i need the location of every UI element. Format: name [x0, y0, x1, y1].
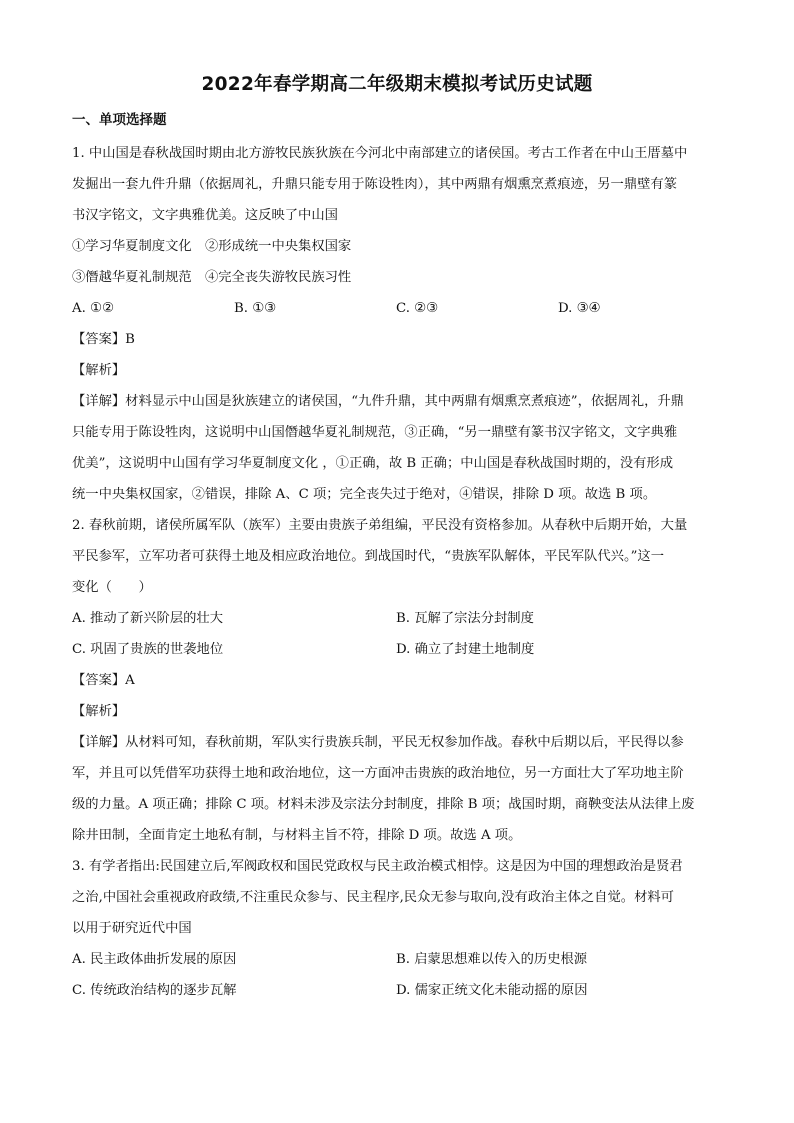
question-1-detail: [72, 386, 724, 510]
stem-line: 变化（ ）: [72, 580, 152, 595]
stem-line: 书汉字铭文，文字典雅优美。这反映了中山国: [72, 208, 338, 223]
detail-line: 统一中央集权国家，②错误，排除 A、C 项；完全丧失过于绝对，④错误，排除 D 项。故选 B 项。: [72, 487, 657, 502]
question-1-stem: [72, 138, 724, 231]
page-title: 2022年春学期高二年级期末模拟考试历史试题: [201, 74, 593, 95]
question-3: [72, 851, 724, 1006]
question-1-options: [72, 293, 724, 324]
exam-body: [72, 138, 724, 1006]
detail-line: 除井田制，全面肯定土地私有制，与材料主旨不符，排除 D 项。故选 A 项。: [72, 828, 522, 843]
detail-line: 【详解】材料显示中山国是狄族建立的诸侯国，“九件升鼎，其中两鼎有烟熏烹煮痕迹”，依据周礼，升鼎: [72, 394, 684, 409]
answer-label: 【答案】A: [72, 673, 135, 688]
question-3-options-row2: [72, 975, 724, 1006]
detail-line: 级的力量。A 项正确；排除 C 项。材料未涉及宗法分封制度，排除 B 项；战国时期，商鞅变法从法律上废: [72, 797, 695, 812]
question-2-options-row2: [72, 634, 724, 665]
analysis-label: 【解析】: [72, 704, 126, 719]
question-2-detail: [72, 727, 724, 851]
question-2-stem: [72, 510, 724, 603]
analysis-label: 【解析】: [72, 363, 126, 378]
option-a[interactable]: A. 推动了新兴阶层的壮大: [72, 611, 224, 626]
option-b[interactable]: B. 瓦解了宗法分封制度: [396, 611, 534, 626]
stem-line: 平民参军，立军功者可获得土地及相应政治地位。到战国时代，“贵族军队解体，平民军队代兴。”这一: [72, 549, 665, 564]
option-b[interactable]: B. 启蒙思想难以传入的历史根源: [396, 952, 588, 967]
section-heading: 一、单项选择题: [72, 112, 167, 128]
stem-line: 3. 有学者指出:民国建立后,军阀政权和国民党政权与民主政治模式相悖。这是因为中国的理想政治是贤君: [72, 859, 683, 874]
question-2-options-row1: [72, 603, 724, 634]
stem-line: 2. 春秋前期，诸侯所属军队（族军）主要由贵族子弟组编，平民没有资格参加。从春秋中后期开始，大量: [72, 518, 688, 533]
stem-line: 发掘出一套九件升鼎（依据周礼，升鼎只能专用于陈设牲肉），其中两鼎有烟熏烹煮痕迹，另一鼎壁有篆: [72, 177, 678, 192]
option-b[interactable]: B. ①③: [234, 301, 277, 316]
detail-line: 优美”，这说明中山国有学习华夏制度文化 ，①正确，故 B 正确；中山国是春秋战国时期的，没有形成: [72, 456, 674, 471]
question-1: [72, 138, 724, 510]
stem-line: 以用于研究近代中国: [72, 921, 192, 936]
option-d[interactable]: D. 儒家正统文化未能动摇的原因: [396, 983, 588, 998]
option-c[interactable]: C. ②③: [396, 301, 438, 316]
detail-line: 【详解】从材料可知，春秋前期，军队实行贵族兵制，平民无权参加作战。春秋中后期以后，平民得以参: [72, 735, 684, 750]
option-d[interactable]: D. 确立了封建土地制度: [396, 642, 535, 657]
answer-label: 【答案】B: [72, 332, 135, 347]
option-d[interactable]: D. ③④: [558, 301, 601, 316]
option-c[interactable]: C. 传统政治结构的逐步瓦解: [72, 983, 237, 998]
question-1-statement: ①学习华夏制度文化 ②形成统一中央集权国家: [72, 239, 352, 254]
question-2: [72, 510, 724, 851]
stem-line: 之治,中国社会重视政府政绩,不注重民众参与、民主程序,民众无参与取向,没有政治主体之自觉。材料可: [72, 890, 674, 905]
stem-line: 1. 中山国是春秋战国时期由北方游牧民族狄族在今河北中南部建立的诸侯国。考古工作者在中山王厝墓中: [72, 146, 688, 161]
option-c[interactable]: C. 巩固了贵族的世袭地位: [72, 642, 224, 657]
question-3-stem: [72, 851, 724, 944]
question-1-statement: ③僭越华夏礼制规范 ④完全丧失游牧民族习性: [72, 270, 352, 285]
detail-line: 军，并且可以凭借军功获得土地和政治地位，这一方面冲击贵族的政治地位，另一方面壮大了军功地主阶: [72, 766, 684, 781]
option-a[interactable]: A. 民主政体曲折发展的原因: [72, 952, 237, 967]
detail-line: 只能专用于陈设牲肉，这说明中山国僭越华夏礼制规范，③正确，“另一鼎壁有篆书汉字铭文，文字典雅: [72, 425, 678, 440]
option-a[interactable]: A. ①②: [72, 301, 114, 316]
question-3-options-row1: [72, 944, 724, 975]
